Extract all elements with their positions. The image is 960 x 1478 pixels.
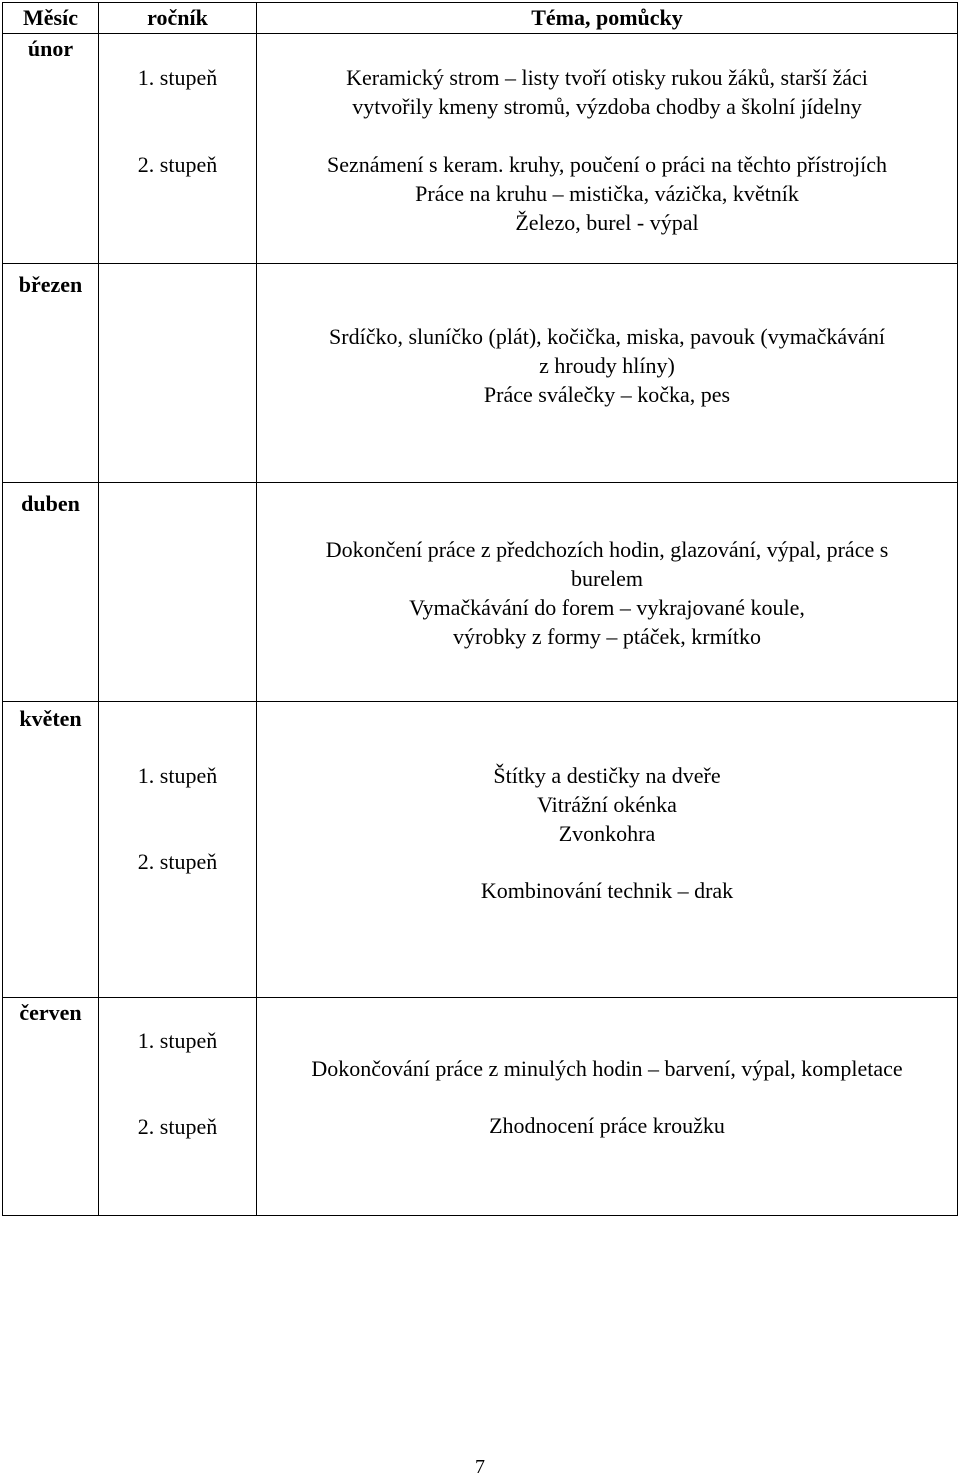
grade-1: 1. stupeň <box>137 763 218 788</box>
month-label: březen <box>18 272 83 297</box>
topic-line: Zhodnocení práce kroužku <box>489 1113 725 1138</box>
header-grade: ročník <box>99 3 257 34</box>
topic-cell <box>257 998 958 1216</box>
table-row-kveten <box>3 702 958 998</box>
header-row <box>3 3 958 34</box>
topic-line: Práce na kruhu – mistička, vázička, květník <box>415 181 799 206</box>
topic-line: vytvořily kmeny stromů, výzdoba chodby a školní jídelny <box>352 94 862 119</box>
topic-line: Dokončování práce z minulých hodin – barvení, výpal, kompletace <box>311 1056 903 1081</box>
header-topic: Téma, pomůcky <box>257 3 958 34</box>
topic-line: burelem <box>570 566 644 591</box>
table-row-unor <box>3 34 958 264</box>
month-cell <box>3 264 99 483</box>
grade-2: 2. stupeň <box>137 152 218 177</box>
month-cell <box>3 998 99 1216</box>
topic-line: z hroudy hlíny) <box>539 353 675 378</box>
topic-line: Železo, burel - výpal <box>515 210 699 235</box>
topic-cell <box>257 483 958 702</box>
ceramics-plan-table <box>2 2 958 1216</box>
topic-line: výrobky z formy – ptáček, krmítko <box>453 624 761 649</box>
month-cell <box>3 702 99 998</box>
grade-2: 2. stupeň <box>137 849 218 874</box>
month-cell <box>3 483 99 702</box>
topic-line: Vymačkávání do forem – vykrajované koule, <box>409 595 805 620</box>
grade-cell <box>99 483 257 702</box>
header-month: Měsíc <box>3 3 99 34</box>
grade-1: 1. stupeň <box>137 65 218 90</box>
grade-cell <box>99 998 257 1216</box>
topic-line: Vitrážní okénka <box>537 792 677 817</box>
topic-line: Štítky a destičky na dveře <box>493 763 721 788</box>
topic-cell <box>257 264 958 483</box>
topic-line: Práce sválečky – kočka, pes <box>483 382 731 407</box>
topic-cell <box>257 702 958 998</box>
month-label: duben <box>21 491 80 516</box>
topic-line: Zvonkohra <box>558 821 656 846</box>
topic-line: Keramický strom – listy tvoří otisky rukou žáků, starší žáci <box>346 65 868 90</box>
topic-cell <box>257 34 958 264</box>
topic-line: Seznámení s keram. kruhy, poučení o práci na těchto přístrojích <box>326 152 887 177</box>
table-row-brezen <box>3 264 958 483</box>
month-cell: únor <box>3 34 99 264</box>
grade-2: 2. stupeň <box>137 1114 218 1139</box>
table-row-duben <box>3 483 958 702</box>
month-label: květen <box>19 706 82 731</box>
topic-line: Kombinování technik – drak <box>480 878 734 903</box>
page-number: 7 <box>475 1456 485 1478</box>
topic-line: Dokončení práce z předchozích hodin, glazování, výpal, práce s <box>325 537 889 562</box>
grade-1: 1. stupeň <box>137 1028 218 1053</box>
grade-cell <box>99 34 257 264</box>
month-label: červen <box>19 1000 82 1025</box>
topic-line: Srdíčko, sluníčko (plát), kočička, miska, pavouk (vymačkávání <box>329 324 885 349</box>
grade-cell <box>99 264 257 483</box>
table-row-cerven <box>3 998 958 1216</box>
grade-cell <box>99 702 257 998</box>
